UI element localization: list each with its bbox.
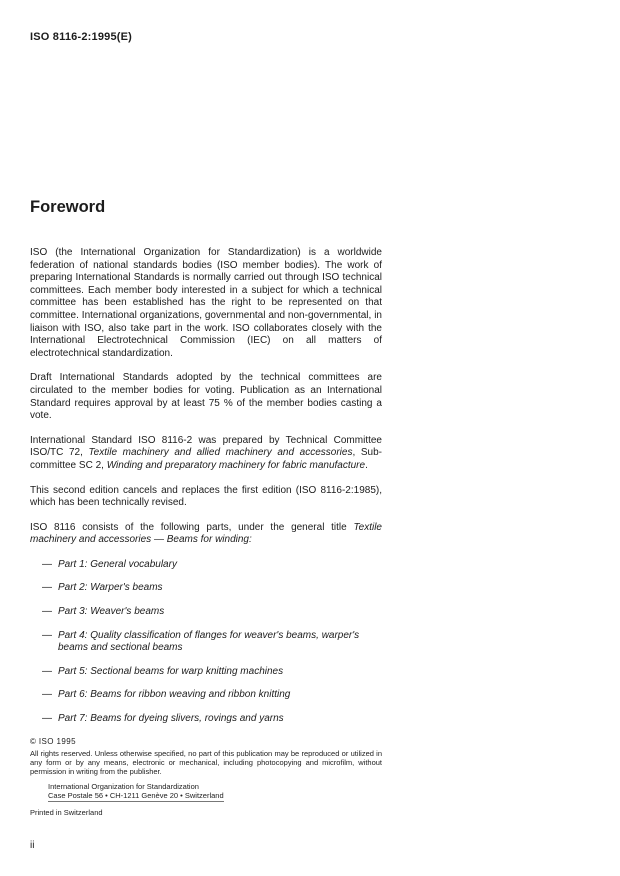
subcommittee-text: , Sub-committee SC 2, (30, 447, 382, 471)
committee-name: Textile machinery and allied machinery and accessories (88, 447, 353, 459)
foreword-paragraph-4: This second edition cancels and replaces the first edition (ISO 8116-2:1985), which has been technically revised. (30, 484, 382, 509)
foreword-paragraph-3 (30, 435, 382, 473)
list-item (42, 630, 382, 655)
list-dash: — (42, 629, 52, 641)
copyright-notice: © ISO 1995 (30, 737, 76, 746)
list-item (42, 689, 382, 702)
list-item (42, 713, 382, 726)
foreword-paragraph-1: ISO (the International Organization for Standardization) is a worldwide federation of national standards bodies (ISO member bodies). The work of preparing International Standards is normally carried out through ISO technical committees. Each member body interested in a subject for which a technical committee has been established has the right to be represented on that committee. International organizations, governmental and non-governmental, in liaison with ISO, also take part in the work. ISO collaborates closely with the International Electrotechnical Commission (IEC) on all matters of electrotechnical standardization. (30, 247, 382, 359)
list-dash: — (42, 689, 52, 701)
part-7-title: Part 7: Beams for dyeing slivers, rovings and yarns (58, 713, 284, 725)
list-dash: — (42, 558, 52, 570)
rights-statement: All rights reserved. Unless otherwise specified, no part of this publication may be reproduced or utilized in any form or by any means, electronic or mechanical, including photocopying and microfilm, without permission in writing from the publisher. (30, 749, 382, 776)
publisher-name: International Organization for Standardization (48, 782, 199, 791)
part-1-title: Part 1: General vocabulary (58, 558, 177, 570)
part-6-title: Part 6: Beams for ribbon weaving and ribbon knitting (58, 689, 291, 701)
part-2-title: Part 2: Warper's beams (58, 582, 163, 594)
list-dash: — (42, 713, 52, 725)
parts-list (30, 559, 382, 726)
sentence-end: . (365, 459, 368, 471)
parts-intro-text: ISO 8116 consists of the following parts, under the general title (30, 521, 354, 533)
parts-intro (30, 522, 382, 547)
list-dash: — (42, 582, 52, 594)
copyright-footer (30, 737, 382, 817)
page-number: ii (30, 840, 35, 851)
list-item (42, 666, 382, 679)
part-5-title: Part 5: Sectional beams for warp knitting machines (58, 665, 284, 677)
committee-text: International Standard ISO 8116-2 was prepared by Technical Committee ISO/TC 72, (30, 434, 382, 459)
list-item (42, 559, 382, 572)
printed-in: Printed in Switzerland (30, 808, 103, 817)
document-id: ISO 8116-2:1995(E) (30, 31, 133, 43)
list-dash: — (42, 606, 52, 618)
part-3-title: Part 3: Weaver's beams (58, 606, 165, 618)
part-4-title: Part 4: Quality classification of flanges for weaver's beams, warper's beams and sectional beams (58, 629, 360, 654)
list-item (42, 582, 382, 595)
subcommittee-name: Winding and preparatory machinery for fabric manufacture (106, 459, 366, 471)
foreword-paragraph-2: Draft International Standards adopted by the technical committees are circulated to the member bodies for voting. Publication as an International Standard requires approval by at least 75 % of the member bodies casting a vote. (30, 372, 382, 422)
list-item (42, 606, 382, 619)
publisher-block (48, 782, 382, 802)
series-title: Textile machinery and accessories — Beams for winding: (30, 521, 382, 546)
foreword-heading: Foreword (30, 198, 106, 216)
list-dash: — (42, 665, 52, 677)
foreword-section (30, 198, 382, 726)
publisher-address: Case Postale 56 • CH-1211 Genève 20 • Switzerland (48, 791, 224, 800)
